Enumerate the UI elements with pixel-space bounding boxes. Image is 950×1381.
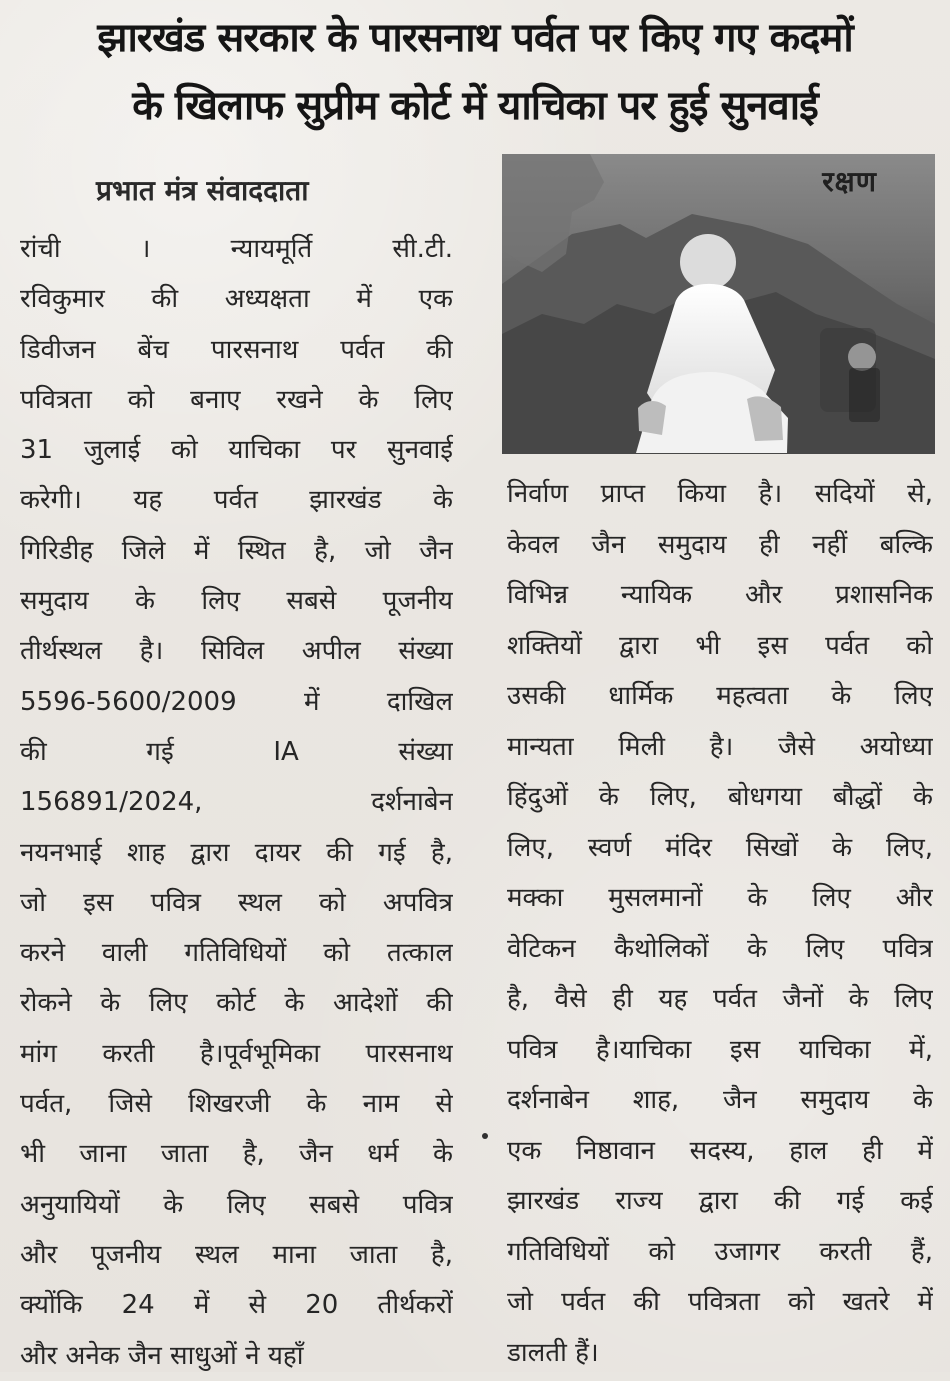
left-line-3: डिवीजन बेंच पारसनाथ पर्वत की bbox=[20, 334, 453, 365]
right-line-18: डालती हैं। bbox=[507, 1337, 599, 1368]
left-line-11: की गई IA संख्या bbox=[20, 736, 453, 767]
right-line-5: उसकी धार्मिक महत्वता के लिए bbox=[507, 681, 933, 711]
right-line-14: एक निष्ठावान सदस्य, हाल ही में bbox=[507, 1135, 933, 1166]
left-line-18: पर्वत, जिसे शिखरजी के नाम से bbox=[20, 1089, 453, 1120]
right-line-7: हिंदुओं के लिए, बोधगया बौद्धों के bbox=[507, 782, 933, 812]
right-line-16: गतिविधियों को उजागर करती हैं, bbox=[507, 1236, 933, 1267]
right-line-11: है, वैसे ही यह पर्वत जैनों के लिए bbox=[507, 984, 933, 1014]
right-line-2: केवल जैन समुदाय ही नहीं बल्कि bbox=[507, 529, 933, 560]
right-column bbox=[507, 469, 933, 1378]
headline-line-1: झारखंड सरकार के पारसनाथ पर्वत पर किए गए कदमों bbox=[97, 15, 853, 61]
left-line-19: भी जाना जाता है, जैन धर्म के bbox=[20, 1139, 453, 1170]
left-column bbox=[20, 224, 453, 1381]
left-line-12: 156891/2024, दर्शनाबेन bbox=[20, 787, 453, 818]
right-line-15: झारखंड राज्य द्वारा की गई कई bbox=[507, 1186, 933, 1216]
left-line-4: पवित्रता को बनाए रखने के लिए bbox=[20, 384, 453, 415]
left-line-13: नयनभाई शाह द्वारा दायर की गई है, bbox=[20, 837, 453, 868]
article-photo bbox=[502, 154, 935, 454]
left-line-1: रांची । न्यायमूर्ति सी.टी. bbox=[20, 234, 453, 264]
right-line-3: विभिन्न न्यायिक और प्रशासनिक bbox=[507, 580, 933, 610]
left-line-17: मांग करती है।पूर्वभूमिका पारसनाथ bbox=[20, 1038, 453, 1069]
left-line-8: समुदाय के लिए सबसे पूजनीय bbox=[20, 586, 453, 617]
right-line-4: शक्तियों द्वारा भी इस पर्वत को bbox=[507, 630, 933, 661]
bullet-dot bbox=[482, 1133, 488, 1139]
left-line-23: और अनेक जैन साधुओं ने यहाँ bbox=[20, 1340, 304, 1371]
left-line-2: रविकुमार की अध्यक्षता में एक bbox=[20, 284, 453, 315]
left-line-20: अनुयायियों के लिए सबसे पवित्र bbox=[20, 1189, 453, 1220]
left-line-14: जो इस पवित्र स्थल को अपवित्र bbox=[20, 887, 453, 918]
right-line-8: लिए, स्वर्ण मंदिर सिखों के लिए, bbox=[507, 832, 933, 863]
left-line-6: करेगी। यह पर्वत झारखंड के bbox=[20, 485, 453, 516]
left-line-9: तीर्थस्थल है। सिविल अपील संख्या bbox=[20, 636, 453, 667]
headline-line-2: के खिलाफ सुप्रीम कोर्ट में याचिका पर हुई सुनवाई bbox=[132, 83, 818, 129]
right-line-1: निर्वाण प्राप्त किया है। सदियों से, bbox=[507, 479, 933, 509]
right-line-10: वेटिकन कैथोलिकों के लिए पवित्र bbox=[507, 933, 933, 964]
left-line-21: और पूजनीय स्थल माना जाता है, bbox=[20, 1239, 453, 1270]
byline: प्रभात मंत्र संवाददाता bbox=[96, 174, 309, 207]
right-line-9: मक्का मुसलमानों के लिए और bbox=[507, 883, 933, 913]
left-line-5: 31 जुलाई को याचिका पर सुनवाई bbox=[20, 435, 453, 466]
left-line-7: गिरिडीह जिले में स्थित है, जो जैन bbox=[20, 535, 453, 566]
right-line-12: पवित्र है।याचिका इस याचिका में, bbox=[507, 1034, 933, 1065]
right-line-13: दर्शनाबेन शाह, जैन समुदाय के bbox=[507, 1085, 933, 1115]
left-line-16: रोकने के लिए कोर्ट के आदेशों की bbox=[20, 988, 453, 1019]
left-line-10: 5596-5600/2009 में दाखिल bbox=[20, 686, 453, 717]
left-line-15: करने वाली गतिविधियों को तत्काल bbox=[20, 938, 453, 969]
right-line-17: जो पर्वत की पवित्रता को खतरे में bbox=[507, 1287, 933, 1317]
left-line-22: क्योंकि 24 में से 20 तीर्थकरों bbox=[20, 1290, 453, 1321]
photo-caption: रक्षण bbox=[822, 165, 877, 198]
right-line-6: मान्यता मिली है। जैसे अयोध्या bbox=[507, 731, 933, 762]
